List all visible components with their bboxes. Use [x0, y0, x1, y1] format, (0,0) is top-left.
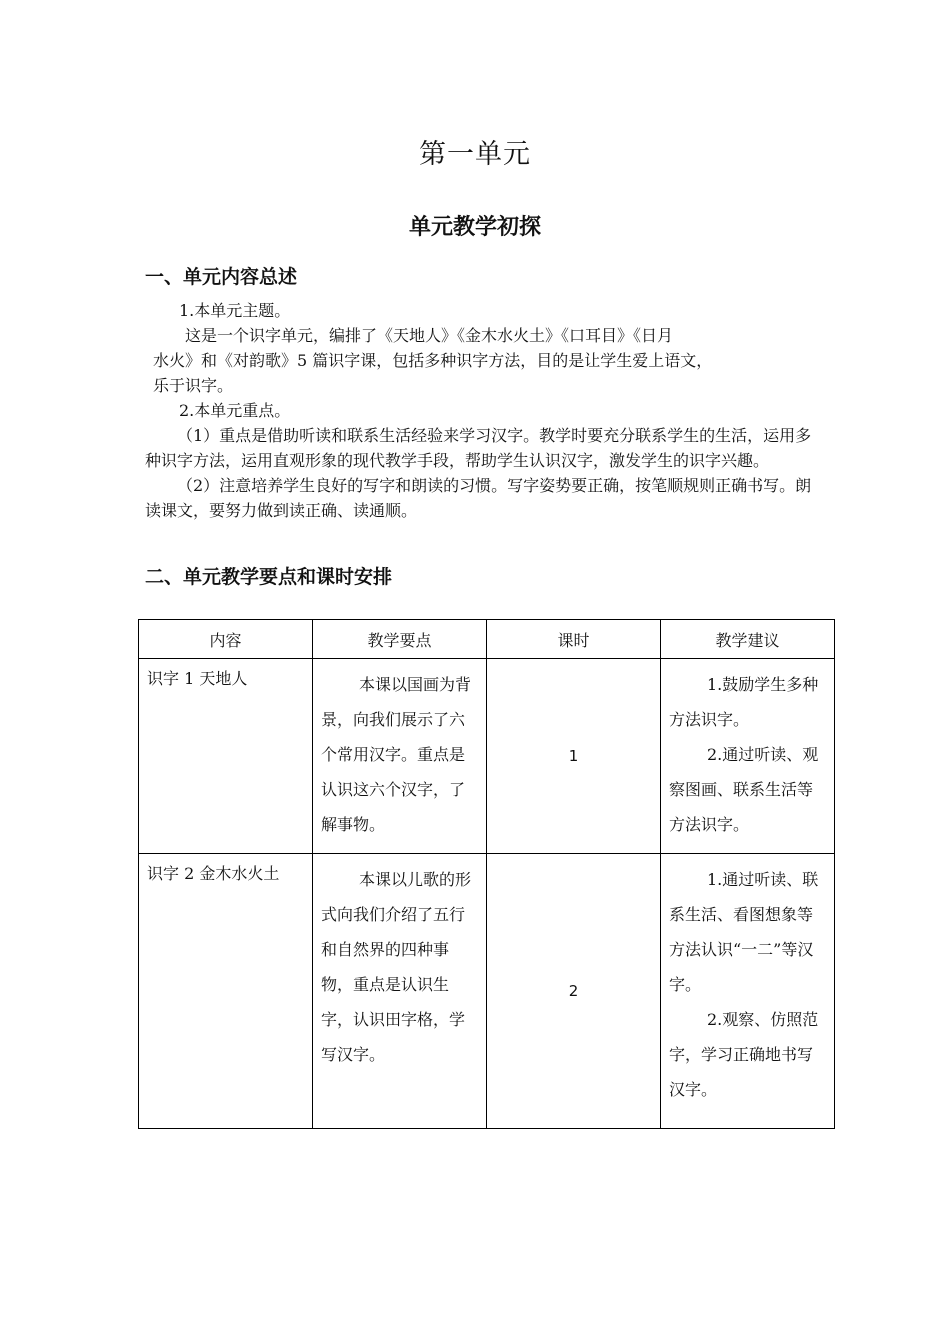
cell-points	[313, 659, 487, 854]
cell-suggestions	[661, 854, 835, 1129]
page-title: 第一单元	[419, 139, 531, 170]
header-teaching-points: 教学要点	[313, 620, 487, 659]
suggestion-2: 2.通过听读、观察图画、联系生活等方法识字。	[669, 745, 819, 834]
cell-points-text: 本课以儿歌的形式向我们介绍了五行和自然界的四种事物，重点是认识生字，认识田字格，学写汉字。	[321, 870, 472, 1064]
cell-suggestions	[661, 659, 835, 854]
paragraph-focus-2: （2）注意培养学生良好的写字和朗读的习惯。写字姿势要正确，按笔顺规则正确书写。朗读课文，要努力做到读正确、读通顺。	[145, 476, 812, 520]
paragraph-focus-1: （1）重点是借助听读和联系生活经验来学习汉字。教学时要充分联系学生的生活，运用多种识字方法，运用直观形象的现代教学手段，帮助学生认识汉字，激发学生的识字兴趣。	[145, 426, 812, 470]
header-suggestions: 教学建议	[661, 620, 835, 659]
paragraph-theme-line-1: 这是一个识字单元，编排了《天地人》《金木水火土》《口耳目》《日月	[185, 326, 674, 345]
cell-hours: 2	[487, 854, 661, 1129]
suggestion-1: 1.鼓励学生多种方法识字。	[669, 675, 819, 729]
paragraph-focus-label: 2.本单元重点。	[179, 401, 291, 420]
paragraph-theme-line-2: 水火》和《对韵歌》5 篇识字课，包括多种识字方法，目的是让学生爱上语文，	[153, 351, 713, 370]
lesson-plan-table	[138, 619, 835, 1129]
table-row	[139, 854, 835, 1129]
paragraph-theme-line-3: 乐于识字。	[153, 376, 234, 395]
table-row	[139, 659, 835, 854]
header-hours: 课时	[487, 620, 661, 659]
section-heading-overview: 一、单元内容总述	[145, 266, 298, 288]
cell-points	[313, 854, 487, 1129]
table-header-row	[139, 620, 835, 659]
subtitle: 单元教学初探	[408, 215, 541, 240]
section-heading-schedule: 二、单元教学要点和课时安排	[145, 566, 393, 588]
cell-content: 识字 2 金木水火土	[139, 854, 313, 1129]
overview-body	[145, 298, 815, 523]
header-content: 内容	[139, 620, 313, 659]
suggestion-1: 1.通过听读、联系生活、看图想象等方法认识“一二”等汉字。	[669, 870, 819, 994]
cell-hours: 1	[487, 659, 661, 854]
paragraph-theme-label: 1.本单元主题。	[179, 301, 291, 320]
cell-content: 识字 1 天地人	[139, 659, 313, 854]
suggestion-2: 2.观察、仿照范字，学习正确地书写汉字。	[669, 1010, 819, 1099]
cell-points-text: 本课以国画为背景，向我们展示了六个常用汉字。重点是认识这六个汉字，了解事物。	[321, 675, 472, 834]
